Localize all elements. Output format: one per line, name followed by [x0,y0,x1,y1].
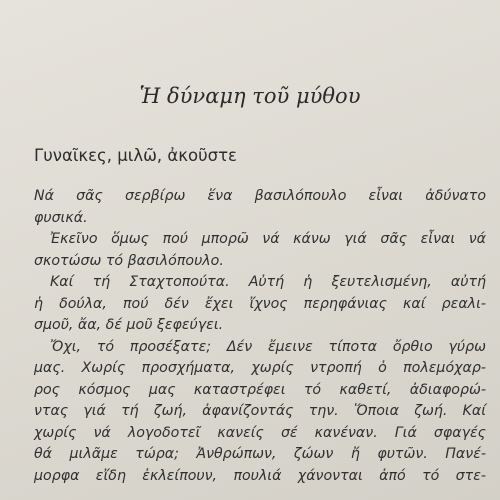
chapter-title: Ἡ δύναμη τοῦ μύθου [139,84,361,108]
text-line: Ἐκεῖνο ὅμως πού μπορῶ νά κάνω γιά σᾶς εἶναι νά [50,231,486,247]
body-text [34,186,486,487]
text-line: σκοτώσω τό βασιλόπουλο. [34,252,224,269]
text-line: μορφα εἴδη ἐκλείπουν, πουλιά χάνονται ἀπό τό στε- [34,467,486,484]
text-line: ρος κόσμος μας καταστρέφει τό καθετί, ἀδιαφορώ- [34,381,486,398]
text-line: Νά σᾶς σερβίρω ἕνα βασιλόπουλο εἶναι ἀδύνατο [34,188,486,204]
section-heading: Γυναῖκες, μιλῶ, ἀκοῦστε [34,146,237,165]
text-line: ντας γιά τή ζωή, ἀφανίζοντάς την. Ὅποια ζωή. Καί [34,403,486,419]
text-line: μας. Χωρίς προσχήματα, χωρίς ντροπή ὁ πολεμόχαρ- [34,360,486,376]
text-line: χωρίς νά λογοδοτεῖ κανείς σέ κανέναν. Γιά σφαγές [34,424,486,441]
text-line: θά μιλᾶμε τώρα; Ἀνθρώπων, ζώων ἤ φυτῶν. Πανέ- [34,446,486,462]
text-line: ἡ δούλα, πού δέν ἔχει ἴχνος περηφάνιας καί ρεαλι- [34,295,486,312]
text-line: σμοῦ, ἄα, δέ μοῦ ξεφεύγει. [34,317,224,333]
text-line: Καί τή Σταχτοπούτα. Αὐτή ἡ ξευτελισμένη, αὐτή [50,274,486,290]
text-line: Ὄχι, τό προσέξατε; Δέν ἔμεινε τίποτα ὄρθιο γύρω [50,338,486,355]
text-line: φυσικά. [34,209,88,226]
